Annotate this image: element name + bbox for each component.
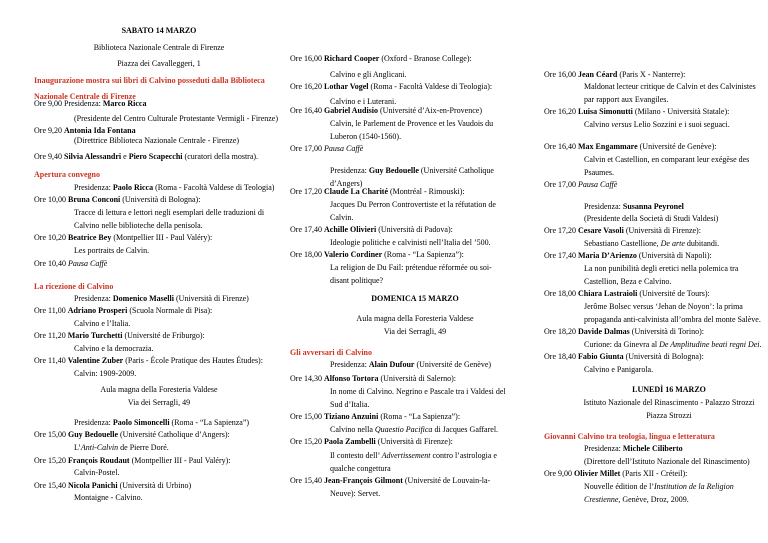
line-text: (Paris X - Nanterre): xyxy=(617,70,686,79)
venue-line xyxy=(544,411,768,421)
speaker-name: DOMENICA 15 MARZO xyxy=(371,294,459,303)
program-line xyxy=(330,276,383,286)
program-line xyxy=(290,82,492,92)
line-text: Via dei Serragli, 49 xyxy=(383,327,447,336)
program-line xyxy=(34,306,212,316)
line-text: Ore 17,40 xyxy=(290,225,324,234)
program-line xyxy=(330,451,497,461)
line-text: (Direttore dell’Istituto Nazionale del Rinascimento) xyxy=(584,457,750,466)
speaker-name: Claude La Charité xyxy=(324,187,388,196)
program-line xyxy=(544,107,729,117)
line-text: (Montpellier III - Paul Valéry): xyxy=(111,233,213,242)
program-line xyxy=(584,315,761,325)
line-text: Biblioteca Nazionale Centrale di Firenze xyxy=(93,43,225,52)
program-line xyxy=(544,251,712,261)
program-line xyxy=(290,187,465,197)
program-line xyxy=(584,239,719,249)
line-text: (Université de Friburgo): xyxy=(122,331,205,340)
line-text: (Università di Padova): xyxy=(376,225,453,234)
speaker-name: Davide Dalmas xyxy=(578,327,630,336)
line-text: Presidenza: xyxy=(330,166,369,175)
program-line xyxy=(290,476,490,486)
program-line xyxy=(584,365,653,375)
program-line xyxy=(34,233,212,243)
line-text: Lelio Sozzini e i suoi seguaci. xyxy=(631,120,730,129)
line-text: d’Angers) xyxy=(330,179,363,188)
line-text: Calvino nella xyxy=(330,425,375,434)
line-text: (Université de Tours): xyxy=(637,289,710,298)
line-text: Inaugurazione mostra sui libri di Calvino posseduti dalla Biblioteca xyxy=(34,76,265,85)
program-line xyxy=(74,221,203,231)
program-line xyxy=(584,302,743,312)
line-text: Ore 10,40 xyxy=(34,259,68,268)
line-text: Presidenza: xyxy=(74,183,113,192)
line-text: In nome di Calvino. Negrino e Pascale tra i Valdesi del xyxy=(330,387,506,396)
line-text: (Università di Firenze) xyxy=(173,294,249,303)
line-text: qualche congettura xyxy=(330,464,391,473)
section-heading xyxy=(544,432,715,442)
line-text: (curatori della mostra). xyxy=(182,152,259,161)
line-text: Calvino e gli Anglicani. xyxy=(330,70,407,79)
line-text: Ore 18,40 xyxy=(544,352,578,361)
program-line xyxy=(290,144,363,154)
speaker-name: Guy Bedouelle xyxy=(368,166,419,175)
line-text: (Montpellier III - Paul Valéry): xyxy=(129,456,231,465)
program-line xyxy=(290,106,482,116)
venue-line xyxy=(544,398,768,408)
line-text: (Roma - “La Sapienza”): xyxy=(382,250,464,259)
line-text: (Presidente della Società di Studi Valdesi) xyxy=(584,214,719,223)
line-text: (Roma - Facoltà Valdese di Teologia): xyxy=(368,82,493,91)
line-text: Calvino xyxy=(584,120,612,129)
program-line xyxy=(544,352,704,362)
line-text: (Università di Salerno): xyxy=(378,374,456,383)
line-text: Nouvelle édition de l’ xyxy=(584,482,654,491)
line-text: Calvino e i Luterani. xyxy=(330,97,397,106)
line-text: Presidenza: xyxy=(584,202,623,211)
speaker-name: Gabriel Audisio xyxy=(324,106,379,115)
line-text: Calvin: 1909-2009. xyxy=(74,369,137,378)
line-text: Ore 9,40 xyxy=(34,152,64,161)
line-text: Jerôme Bolsec versus ‘Jehan de Noyon’: la prima xyxy=(584,302,743,311)
speaker-name: Silvia Alessandri xyxy=(64,152,122,161)
speaker-name: Michele Ciliberto xyxy=(622,444,683,453)
program-line xyxy=(290,250,464,260)
italic-title: Advertissement xyxy=(381,451,431,460)
line-text: La religion de Du Fail: prétendue réformée ou soi- xyxy=(330,263,492,272)
program-line xyxy=(34,456,231,466)
line-text: Maldonat lecteur critique de Calvin et des Calvinistes xyxy=(584,82,756,91)
line-text: Curione: da Ginevra al xyxy=(584,340,660,349)
program-line xyxy=(584,82,756,92)
line-text: Ore 10,00 xyxy=(34,195,68,204)
speaker-name: Luisa Simonutti xyxy=(578,107,633,116)
line-text: Ore 17,00 xyxy=(290,144,324,153)
program-line xyxy=(544,180,617,190)
program-line xyxy=(330,213,353,223)
program-line xyxy=(584,155,749,165)
program-line xyxy=(290,412,460,422)
line-text: (Oxford - Branose College): xyxy=(379,54,472,63)
speaker-name: Piero Scapecchi xyxy=(128,152,183,161)
program-line xyxy=(74,208,264,218)
line-text: Ore 15,20 xyxy=(34,456,68,465)
speaker-name: Achille Olivieri xyxy=(324,225,377,234)
speaker-name: Tiziano Anzuini xyxy=(324,412,379,421)
line-text: Ore 11,40 xyxy=(34,356,68,365)
line-text: Ore 11,20 xyxy=(34,331,68,340)
line-text: propaganda anti-calvinista all’ombra del monte Salève. xyxy=(584,315,761,324)
line-text: Ore 14,30 xyxy=(290,374,324,383)
program-line xyxy=(544,327,704,337)
line-text: Ore 17,20 xyxy=(544,226,578,235)
speaker-name: Cesare Vasoli xyxy=(578,226,624,235)
speaker-name: Max Engammare xyxy=(578,142,638,151)
line-text: Nazionale Centrale di Firenze xyxy=(34,92,136,101)
venue-line xyxy=(544,385,768,395)
line-text: (Montréal - Rimouski): xyxy=(388,187,465,196)
line-text: Ore 16,20 xyxy=(290,82,324,91)
program-line xyxy=(34,430,230,440)
line-text: Neuve): Servet. xyxy=(330,489,381,498)
speaker-name: Paolo Ricca xyxy=(112,183,154,192)
program-line xyxy=(584,277,671,287)
line-text: (Presidente del Centro Culturale Protestante Vermigli - Firenze) xyxy=(74,114,279,123)
program-line xyxy=(544,226,701,236)
line-text: (Università di Firenze): xyxy=(375,437,453,446)
italic-title: Pausa Caffè xyxy=(578,180,618,189)
speaker-name: LUNEDÌ 16 MARZO xyxy=(632,385,706,394)
speaker-name: Nicola Panichi xyxy=(68,481,118,490)
speaker-name: Valerio Cordiner xyxy=(324,250,383,259)
line-text: Ideologie politiche e calvinisti nell’Italia del ’500. xyxy=(330,238,491,247)
program-line xyxy=(34,126,136,136)
program-line xyxy=(330,119,493,129)
line-text: Aula magna della Foresteria Valdese xyxy=(100,385,218,394)
line-text: Sud d’Italia. xyxy=(330,400,370,409)
line-text: (Università di Bologna): xyxy=(623,352,704,361)
speaker-name: Jean-François Gilmont xyxy=(324,476,403,485)
italic-title: Institution de la Religion xyxy=(653,482,734,491)
program-line xyxy=(330,489,380,499)
line-text: Ore 9,20 xyxy=(34,126,64,135)
italic-title: Pausa Caffè xyxy=(324,144,364,153)
venue-line xyxy=(290,294,540,304)
venue-line xyxy=(34,385,284,395)
line-text: Castellion, Beza e Calvino. xyxy=(584,277,672,286)
line-text: Ore 16,40 xyxy=(544,142,578,151)
program-line xyxy=(584,168,614,178)
program-line xyxy=(74,319,130,329)
italic-title: Crestienne xyxy=(584,495,619,504)
speaker-name: Susanna Peyronel xyxy=(622,202,684,211)
program-line xyxy=(74,114,278,124)
program-line xyxy=(34,152,258,162)
program-line xyxy=(330,166,494,176)
program-line xyxy=(584,340,762,350)
line-text: L’ xyxy=(74,443,81,452)
line-text: Calvino e la democrazia. xyxy=(74,344,154,353)
venue-line xyxy=(290,327,540,337)
line-text: (Université Catholique xyxy=(418,166,494,175)
line-text: Ore 15,40 xyxy=(34,481,68,490)
program-line xyxy=(330,263,492,273)
line-text: Montaigne - Calvino. xyxy=(74,493,143,502)
program-line xyxy=(584,202,684,212)
program-line xyxy=(544,289,710,299)
line-text: (Roma - Facoltà Valdese di Teologia) xyxy=(153,183,275,192)
line-text: (Università di Urbino) xyxy=(117,481,192,490)
program-line xyxy=(34,481,191,491)
speaker-name: Bruna Conconi xyxy=(68,195,121,204)
speaker-name: Domenico Maselli xyxy=(112,294,174,303)
line-text: Apertura convegno xyxy=(34,170,100,179)
line-text: (Università di Napoli): xyxy=(636,251,712,260)
program-line xyxy=(74,344,154,354)
program-line xyxy=(74,294,249,304)
program-line xyxy=(584,457,750,467)
program-line xyxy=(74,493,143,503)
speaker-name: SABATO 14 MARZO xyxy=(121,26,197,35)
program-line xyxy=(34,195,200,205)
line-text: (Roma - “La Sapienza”): xyxy=(378,412,461,421)
speaker-name: Chiara Lastraioli xyxy=(578,289,638,298)
line-text: (Direttrice Biblioteca Nazionale Centrale - Firenze) xyxy=(74,136,240,145)
line-text: Ore 18,20 xyxy=(544,327,578,336)
line-text: Ore 16,20 xyxy=(544,107,578,116)
italic-title: Quaestio Pacifica xyxy=(374,425,433,434)
program-line xyxy=(330,387,506,397)
line-text: Jacques Du Perron Controvertiste et la réfutation de xyxy=(330,200,496,209)
program-line xyxy=(74,183,274,193)
line-text: Presidenza: xyxy=(330,360,369,369)
program-line xyxy=(584,95,668,105)
italic-title: De Amplitudine beati regni Dei xyxy=(659,340,760,349)
line-text: Ore 16,00 xyxy=(290,54,324,63)
program-line xyxy=(584,264,738,274)
line-text: (Université de Louvain-la- xyxy=(402,476,491,485)
speaker-name: François Roudaut xyxy=(68,456,130,465)
program-line xyxy=(330,200,496,210)
speaker-name: Mario Turchetti xyxy=(67,331,123,340)
program-line xyxy=(330,238,491,248)
line-text: Ore 15,40 xyxy=(290,476,324,485)
line-text: La non punibilità degli eretici nella polemica tra xyxy=(584,264,739,273)
section-heading xyxy=(34,76,265,86)
program-line xyxy=(330,425,498,435)
speaker-name: Paolo Simoncelli xyxy=(112,418,170,427)
program-line xyxy=(74,418,249,428)
program-line xyxy=(74,369,136,379)
program-line xyxy=(74,468,120,478)
program-line xyxy=(34,356,263,366)
line-text: Calvin. xyxy=(330,213,354,222)
line-text: Presidenza: xyxy=(584,444,623,453)
line-text: Ore 11,00 xyxy=(34,306,68,315)
venue-line xyxy=(34,26,284,36)
line-text: , Genève, Droz, 2009. xyxy=(618,495,689,504)
program-line xyxy=(330,400,370,410)
program-line xyxy=(34,99,146,109)
line-text: (Paris - École Pratique des Hautes Études): xyxy=(123,356,263,365)
line-text: (Roma - “La Sapienza”) xyxy=(169,418,250,427)
program-line xyxy=(290,374,456,384)
italic-title: versus xyxy=(611,120,632,129)
line-text: (Université de Genève): xyxy=(637,142,717,151)
speaker-name: Paola Zambelli xyxy=(324,437,376,446)
section-heading xyxy=(34,282,113,292)
line-text: (Université d’Aix-en-Provence) xyxy=(378,106,482,115)
program-line xyxy=(584,120,730,130)
speaker-name: Fabio Giunta xyxy=(578,352,624,361)
line-text: Tracce di lettura e lettori negli esemplari delle traduzioni di xyxy=(74,208,265,217)
line-text: . xyxy=(759,340,762,349)
line-text: Ore 17,00 xyxy=(544,180,578,189)
program-line xyxy=(544,142,716,152)
line-text: Presidenza: xyxy=(74,294,113,303)
program-line xyxy=(290,225,453,235)
line-text: disant politique? xyxy=(330,276,384,285)
line-text: Istituto Nazionale del Rinascimento - Palazzo Strozzi xyxy=(583,398,755,407)
speaker-name: Jean Céard xyxy=(578,70,618,79)
line-text: Piazza dei Cavalleggeri, 1 xyxy=(117,59,201,68)
speaker-name: Valentine Zuber xyxy=(67,356,124,365)
line-text: Ore 18,00 xyxy=(544,289,578,298)
line-text: contro l’astrologia e xyxy=(430,451,497,460)
program-line xyxy=(330,464,391,474)
line-text: Ore 10,20 xyxy=(34,233,68,242)
line-text: Calvino nelle biblioteche della penisola. xyxy=(74,221,203,230)
speaker-name: Antonia Ida Fontana xyxy=(64,126,136,135)
line-text: Ore 15,00 xyxy=(34,430,68,439)
program-line xyxy=(74,136,239,146)
line-text: Ore 15,20 xyxy=(290,437,324,446)
venue-line xyxy=(34,398,284,408)
line-text: Ore 15,00 xyxy=(290,412,324,421)
speaker-name: Guy Bedouelle xyxy=(68,430,119,439)
line-text: e xyxy=(121,152,129,161)
line-text: Ore 9,00 xyxy=(544,469,574,478)
venue-line xyxy=(290,314,540,324)
speaker-name: Maria D’Arienzo xyxy=(578,251,637,260)
program-line xyxy=(34,331,205,341)
line-text: Luberon (1540-1560). xyxy=(330,132,402,141)
line-text: Ore 9,00 Presidenza: xyxy=(34,99,103,108)
program-line xyxy=(544,70,685,80)
line-text: Calvino e Panigarola. xyxy=(584,365,654,374)
line-text: Ore 16,40 xyxy=(290,106,324,115)
line-text: dubitandi. xyxy=(684,239,720,248)
line-text: Sebastiano Castellione, xyxy=(584,239,661,248)
line-text: Calvino e l’Italia. xyxy=(74,319,131,328)
line-text: Il contesto dell’ xyxy=(330,451,382,460)
program-line xyxy=(544,469,687,479)
italic-title: Anti-Calvin xyxy=(80,443,119,452)
program-line xyxy=(74,246,149,256)
section-heading xyxy=(290,348,372,358)
program-line xyxy=(330,70,406,80)
venue-line xyxy=(34,43,284,53)
speaker-name: Lothar Vogel xyxy=(324,82,369,91)
line-text: Calvin et Castellion, en comparant leur exégèse des xyxy=(584,155,750,164)
line-text: Aula magna della Foresteria Valdese xyxy=(356,314,474,323)
program-line xyxy=(290,54,472,64)
line-text: di Jacques Gaffarel. xyxy=(432,425,499,434)
line-text: Ore 18,00 xyxy=(290,250,324,259)
italic-title: De arte xyxy=(660,239,685,248)
line-text: Psaumes. xyxy=(584,168,614,177)
line-text: Calvin-Postel. xyxy=(74,468,120,477)
line-text: (Università di Firenze): xyxy=(623,226,701,235)
line-text: Ore 17,20 xyxy=(290,187,324,196)
line-text: Ore 16,00 xyxy=(544,70,578,79)
italic-title: Pausa Caffè xyxy=(68,259,108,268)
line-text: Giovanni Calvino tra teologia, lingua e letteratura xyxy=(544,432,715,441)
line-text: Calvin, le Parlement de Provence et les Vaudois du xyxy=(330,119,494,128)
line-text: par rapport aux Evangiles. xyxy=(584,95,669,104)
program-line xyxy=(290,437,453,447)
line-text: Ore 17,40 xyxy=(544,251,578,260)
program-line xyxy=(74,443,169,453)
program-line xyxy=(34,259,107,269)
line-text: (Paris XII - Créteil): xyxy=(620,469,688,478)
line-text: (Milano - Università Statale): xyxy=(632,107,730,116)
program-line xyxy=(584,495,689,505)
line-text: (Università di Bologna): xyxy=(120,195,201,204)
speaker-name: Marco Ricca xyxy=(102,99,147,108)
line-text: Piazza Strozzi xyxy=(646,411,692,420)
line-text: La ricezione di Calvino xyxy=(34,282,114,291)
line-text: Les portraits de Calvin. xyxy=(74,246,150,255)
program-line xyxy=(330,360,491,370)
line-text: (Scuola Normale di Pisa): xyxy=(127,306,213,315)
program-line xyxy=(330,132,401,142)
speaker-name: Richard Cooper xyxy=(324,54,380,63)
line-text: (Université de Genève) xyxy=(414,360,492,369)
program-line xyxy=(584,214,718,224)
line-text: (Università di Torino): xyxy=(629,327,704,336)
program-line xyxy=(584,444,683,454)
section-heading xyxy=(34,170,100,180)
speaker-name: Alain Dufour xyxy=(368,360,415,369)
speaker-name: Olivier Millet xyxy=(574,469,621,478)
line-text: Gli avversari di Calvino xyxy=(290,348,372,357)
speaker-name: Alfonso Tortora xyxy=(324,374,379,383)
venue-line xyxy=(34,59,284,69)
line-text: Presidenza: xyxy=(74,418,113,427)
speaker-name: Adriano Prosperi xyxy=(67,306,128,315)
speaker-name: Beatrice Bey xyxy=(68,233,112,242)
line-text: (Université Catholique d’Angers): xyxy=(118,430,230,439)
line-text: de Pierre Doré. xyxy=(118,443,169,452)
program-line xyxy=(584,482,734,492)
line-text: Via dei Serragli, 49 xyxy=(127,398,191,407)
